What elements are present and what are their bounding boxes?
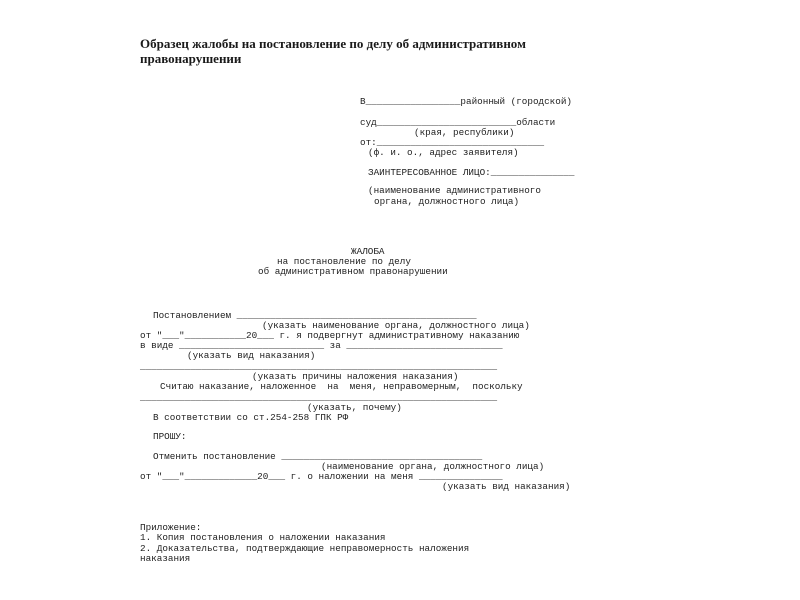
cancel-date-line: от "___"_____________20___ г. о наложении на меня _______________ (140, 471, 503, 482)
date-line: от "___"___________20___ г. я подвергнут административному наказанию (140, 330, 520, 341)
cancel-penalty-caption: (указать вид наказания) (442, 481, 571, 492)
attachments-label: Приложение: (140, 522, 202, 533)
authority-caption-1: (наименование административного (368, 185, 541, 196)
reasons-line: ________________________________________________________________ (140, 361, 498, 372)
attachment-item-1: 1. Копия постановления о наложении наказания (140, 532, 386, 543)
why-line: ________________________________________________________________ (140, 392, 498, 403)
from-line: от:______________________________ (360, 137, 545, 148)
heading-line-1: ЖАЛОБА (351, 246, 385, 257)
document-title: Образец жалобы на постановление по делу об административном правонарушении (140, 36, 526, 66)
region-caption: (края, республики) (414, 127, 515, 138)
law-line: В соответствии со ст.254-258 ГПК РФ (153, 412, 349, 423)
cancel-caption: (наименование органа, должностного лица) (321, 461, 545, 472)
consider-line: Считаю наказание, наложенное на меня, неправомерным, поскольку (160, 381, 523, 392)
attachment-item-2-cont: наказания (140, 553, 191, 564)
penalty-line: в виде __________________________ за ____________________________ (140, 340, 503, 351)
region-line: суд_________________________области (360, 117, 556, 128)
resolution-line: Постановлением ___________________________________________ (153, 310, 477, 321)
resolution-caption: (указать наименование органа, должностного лица) (262, 320, 530, 331)
penalty-caption: (указать вид наказания) (187, 350, 316, 361)
cancel-line: Отменить постановление ____________________________________ (153, 451, 483, 462)
request-heading: ПРОШУ: (153, 431, 187, 442)
why-caption: (указать, почему) (307, 402, 402, 413)
heading-line-3: об административном правонарушении (258, 266, 448, 277)
interested-party-line: ЗАИНТЕРЕСОВАННОЕ ЛИЦО:_______________ (368, 167, 575, 178)
reasons-caption: (указать причины наложения наказания) (252, 371, 459, 382)
applicant-caption: (ф. и. о., адрес заявителя) (368, 147, 519, 158)
authority-caption-2: органа, должностного лица) (374, 196, 520, 207)
heading-line-2: на постановление по делу (277, 256, 411, 267)
court-line: В_________________районный (городской) (360, 96, 573, 107)
attachment-item-2: 2. Доказательства, подтверждающие неправомерность наложения (140, 543, 470, 554)
